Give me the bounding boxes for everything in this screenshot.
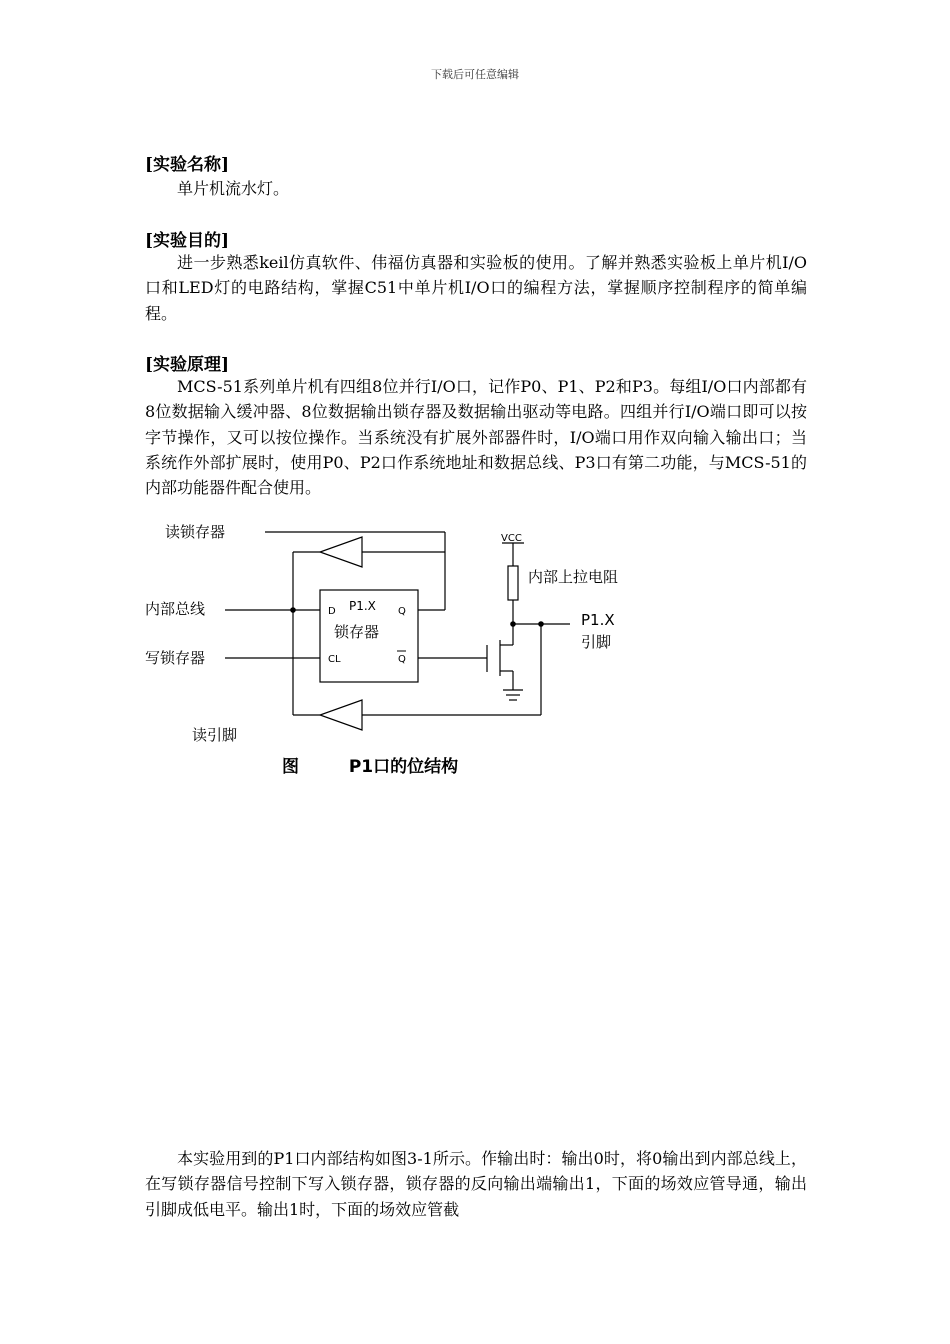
figure-caption-prefix: 图 [282,757,299,777]
page-header: 下载后可任意编辑 [431,68,519,81]
vcc-label: VCC [501,533,522,544]
latch-pin-cl: CL [328,654,341,665]
experiment-name-text: 单片机流水灯。 [177,179,290,198]
write-latch-label: 写锁存器 [145,649,206,667]
figure-caption-title: P1口的位结构 [348,757,459,777]
pin-label: 引脚 [581,633,612,651]
read-latch-label: 读锁存器 [165,523,226,541]
experiment-purpose-text: 进一步熟悉keil仿真软件、伟福仿真器和实验板的使用。了解并熟悉实验板上单片机I/O口和LED灯的电路结构，掌握C51中单片机I/O口的编程方法，掌握顺序控制程序的简单编程。 [145,253,807,323]
latch-pin-d: D [328,606,336,617]
bottom-paragraph: 本实验用到的P1口内部结构如图3-1所示。作输出时：输出0时，将0输出到内部总线上，在写锁存器信号控制下写入锁存器，锁存器的反向输出端输出1，下面的场效应管导通，输出引脚成低电平。输出1时，下面的场效应管截 [145,1149,807,1219]
experiment-principle-text: MCS-51系列单片机有四组8位并行I/O口，记作P0、P1、P2和P3。每组I/O口内部都有8位数据输入缓冲器、8位数据输出锁存器及数据输出驱动等电路。四组并行I/O端口即可以按字节操作，又可以按位操作。当系统没有扩展外部器件时，I/O端口用作双向输入输出口；当系统作外部扩展时，使用P0、P2口作系统地址和数据总线、P3口有第二功能，与MCS-51的内部功能器件配合使用。 [145,377,807,498]
latch-title: P1.X [349,599,376,613]
latch-name: 锁存器 [334,623,380,641]
experiment-principle-heading: [实验原理] [145,355,230,375]
experiment-purpose-heading: [实验目的] [145,231,230,251]
read-pin-label: 读引脚 [192,726,238,744]
latch-pin-qbar: Q [398,654,406,665]
experiment-name-heading: [实验名称] [145,155,230,175]
latch-pin-q: Q [398,606,406,617]
p1-port-circuit-diagram [130,518,650,750]
pin-name-label: P1.X [581,611,615,629]
pullup-resistor-label: 内部上拉电阻 [528,568,619,586]
figure-caption [282,752,458,777]
internal-bus-label: 内部总线 [145,600,206,618]
